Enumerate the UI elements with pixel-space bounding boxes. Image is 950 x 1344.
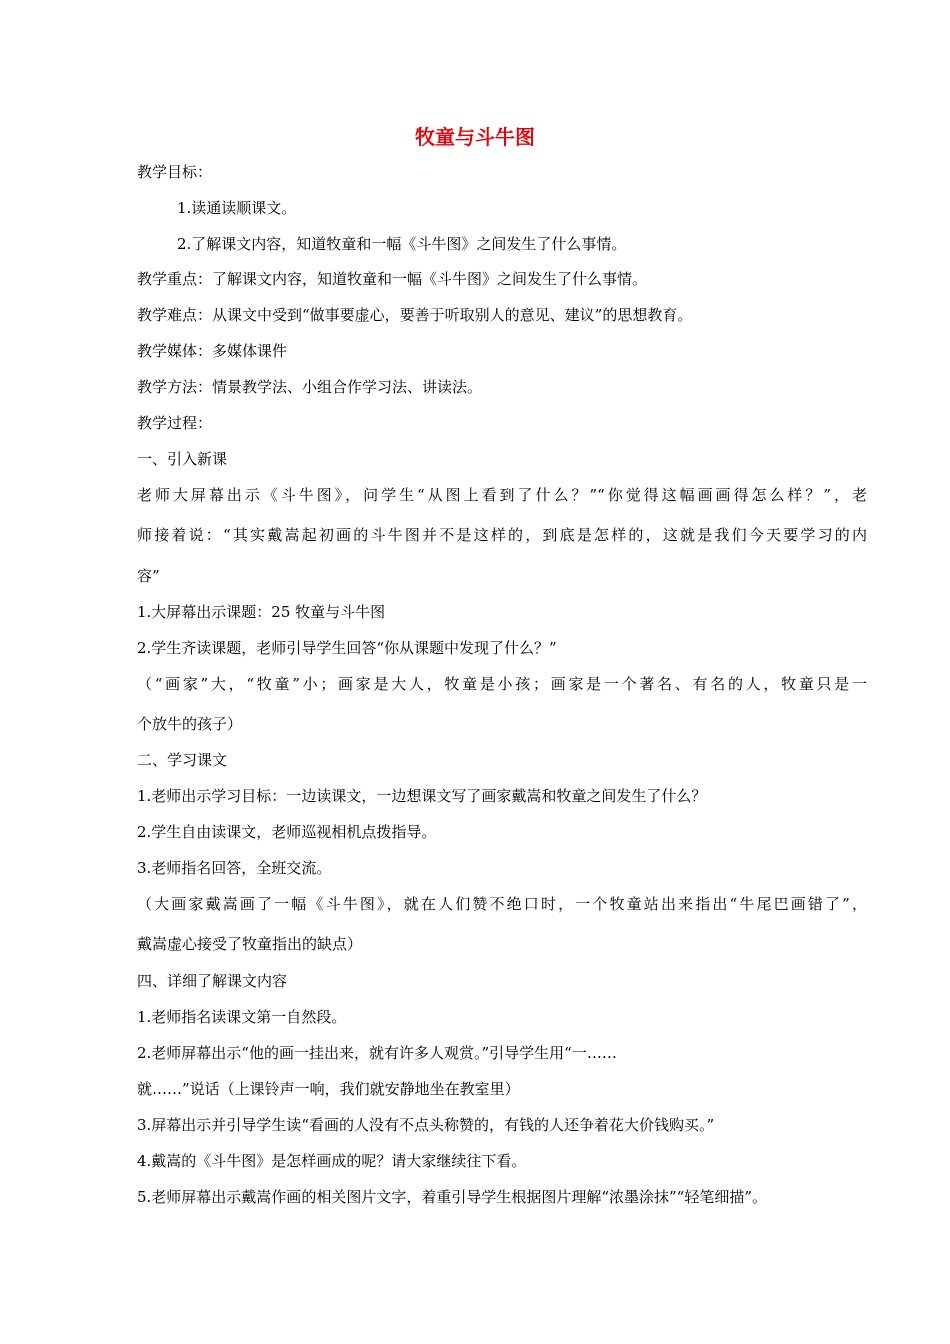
list-item: 2.学生自由读课文，老师巡视相机点拨指导。 [137,823,437,841]
media-line: 教学媒体：多媒体课件 [137,342,288,360]
list-item: 5.老师屏幕出示戴嵩作画的相关图片文字，着重引导学生根据图片理解“浓墨涂抹”“轻笔细描”。 [137,1188,767,1206]
document-title: 牧童与斗牛图 [415,125,535,149]
list-item: 2.老师屏幕出示“他的画一挂出来，就有许多人观赏。”引导学生用“一…… [137,1044,617,1062]
paragraph-line: 就……”说话（上课铃声一响，我们就安静地坐在教室里） [137,1080,520,1098]
paragraph-line: 个放牛的孩子） [137,715,243,733]
section-heading-intro: 一、引入新课 [137,450,228,468]
key-points-line: 教学重点：了解课文内容，知道牧童和一幅《斗牛图》之间发生了什么事情。 [137,270,648,288]
list-item: 1.老师出示学习目标：一边读课文，一边想课文写了画家戴嵩和牧童之间发生了什么？ [137,787,707,805]
paragraph-line: （“画家”大，“牧童”小；画家是大人，牧童是小孩；画家是一个著名、有名的人，牧童只是一 [137,675,867,693]
paragraph-line: 戴嵩虚心接受了牧童指出的缺点） [137,935,363,953]
section-heading-objectives: 教学目标： [137,163,213,181]
objective-item-1: 1.读通读顺课文。 [177,199,297,217]
list-item: 4.戴嵩的《斗牛图》是怎样画成的呢？请大家继续往下看。 [137,1152,527,1170]
paragraph-line: 师接着说：“其实戴嵩起初画的斗牛图并不是这样的，到底是怎样的，这就是我们今天要学习的内 [137,526,867,544]
paragraph-line: 老师大屏幕出示《斗牛图》，问学生“从图上看到了什么？”“你觉得这幅画画得怎么样？”，老 [137,486,867,504]
paragraph-line: 容” [137,567,160,585]
list-item: 3.屏幕出示并引导学生读“看画的人没有不点头称赞的，有钱的人还争着花大价钱购买。” [137,1116,715,1134]
list-item: 3.老师指名回答，全班交流。 [137,859,332,877]
paragraph-line: （大画家戴嵩画了一幅《斗牛图》，就在人们赞不绝口时，一个牧童站出来指出“牛尾巴画错了”， [137,895,867,913]
methods-line: 教学方法：情景教学法、小组合作学习法、讲读法。 [137,378,483,396]
list-item: 2.学生齐读课题，老师引导学生回答“你从课题中发现了什么？” [137,639,557,657]
list-item: 1.大屏幕出示课题：25 牧童与斗牛图 [137,603,386,621]
difficulties-line: 教学难点：从课文中受到“做事要虚心，要善于听取别人的意见、建议”的思想教育。 [137,306,693,324]
section-heading-details: 四、详细了解课文内容 [137,972,288,990]
section-heading-study: 二、学习课文 [137,751,228,769]
list-item: 1.老师指名读课文第一自然段。 [137,1008,347,1026]
process-heading: 教学过程： [137,414,213,432]
objective-item-2: 2.了解课文内容，知道牧童和一幅《斗牛图》之间发生了什么事情。 [177,235,627,253]
